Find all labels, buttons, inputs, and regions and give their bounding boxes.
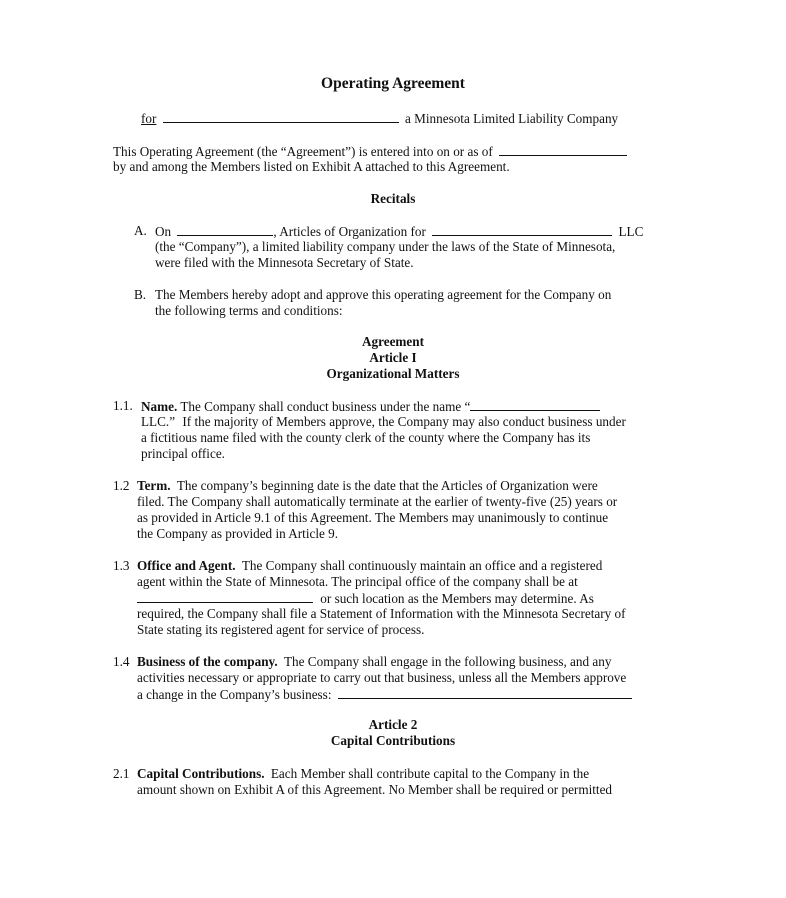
recital-b-line-2: the following terms and conditions: <box>155 303 343 318</box>
section-1-1-text-2: If the majority of Members approve, the Company may also conduct business under <box>182 414 626 429</box>
section-2-1-line-2: amount shown on Exhibit A of this Agreement. No Member shall be required or permitted <box>137 782 613 797</box>
section-1-3-line-3 <box>137 590 594 607</box>
recital-a-articles: , Articles of Organization for <box>273 224 426 239</box>
section-1-4-number: 1.4 <box>113 654 130 669</box>
section-2-1-heading: Capital Contributions. <box>137 766 265 781</box>
section-1-3-text-1: The Company shall continuously maintain an office and a registered <box>241 558 603 573</box>
recital-a-marker: A. <box>134 223 147 238</box>
section-1-4-heading: Business of the company. <box>137 654 278 669</box>
section-1-3-line-4: required, the Company shall file a Statement of Information with the Minnesota Secretary of <box>137 606 626 621</box>
section-1-1-name-blank[interactable] <box>470 398 600 411</box>
article-1-heading: Article I <box>369 350 417 365</box>
section-1-4-line-1 <box>137 654 611 670</box>
section-1-1-text-1: The Company shall conduct business under the name “ <box>180 399 471 414</box>
intro-line-2: by and among the Members listed on Exhibit A attached to this Agreement. <box>113 159 510 174</box>
section-1-1-number: 1.1. <box>113 398 133 413</box>
section-1-2-line-2: filed. The Company shall automatically terminate at the earlier of twenty-five (25) years or <box>137 494 618 509</box>
recital-a-date-blank[interactable] <box>177 223 273 236</box>
article-1-subheading: Organizational Matters <box>326 366 460 381</box>
recitals-heading: Recitals <box>370 191 416 206</box>
section-1-1-line-4: principal office. <box>141 446 225 461</box>
section-1-1-llc: LLC.” <box>141 414 176 429</box>
section-1-1-line-3: a fictitious name filed with the county clerk of the county where the Company has its <box>141 430 591 445</box>
section-1-4-line-3 <box>137 686 632 703</box>
section-1-3-heading: Office and Agent. <box>137 558 236 573</box>
section-1-2-number: 1.2 <box>113 478 130 493</box>
section-1-3-line-2: agent within the State of Minnesota. The principal office of the company shall be at <box>137 574 578 589</box>
recital-b-marker: B. <box>134 287 147 302</box>
section-1-2-heading: Term. <box>137 478 171 493</box>
section-1-1-line-1 <box>141 398 600 415</box>
intro-text-1: This Operating Agreement (the “Agreement”) is entered into on or as of <box>113 144 493 159</box>
section-2-1-line-1 <box>137 766 589 782</box>
recital-a-llc: LLC <box>618 224 644 239</box>
section-2-1-number: 2.1 <box>113 766 130 781</box>
section-2-1-text-1: Each Member shall contribute capital to the Company in the <box>270 766 590 781</box>
article-2-subheading: Capital Contributions <box>330 733 456 748</box>
section-1-1-heading: Name. <box>141 399 178 414</box>
company-name-blank[interactable] <box>163 110 399 123</box>
date-blank[interactable] <box>499 143 627 156</box>
section-1-4-business-blank[interactable] <box>338 686 632 699</box>
for-label: for <box>141 111 157 126</box>
for-suffix: a Minnesota Limited Liability Company <box>404 111 619 126</box>
recital-a-llc-blank[interactable] <box>432 223 612 236</box>
document-title: Operating Agreement <box>321 75 465 92</box>
section-1-1-line-2 <box>141 414 626 430</box>
agreement-heading: Agreement <box>361 334 424 349</box>
section-1-3-office-blank[interactable] <box>137 590 313 603</box>
intro-line-1 <box>113 143 627 160</box>
recital-a-line-3: were filed with the Minnesota Secretary of State. <box>155 255 414 270</box>
section-1-3-text-3: or such location as the Members may determine. As <box>320 591 594 606</box>
for-line <box>141 110 618 127</box>
section-1-4-text-3: a change in the Company’s business: <box>137 687 332 702</box>
recital-a-line-2: (the “Company”), a limited liability company under the laws of the State of Minnesota, <box>155 239 616 254</box>
section-1-4-line-2: activities necessary or appropriate to carry out that business, unless all the Members approve <box>137 670 627 685</box>
section-1-3-line-1 <box>137 558 602 574</box>
recital-b-line-1: The Members hereby adopt and approve this operating agreement for the Company on <box>155 287 612 302</box>
section-1-2-text-1: The company’s beginning date is the date that the Articles of Organization were <box>176 478 598 493</box>
section-1-4-text-1: The Company shall engage in the following business, and any <box>284 654 612 669</box>
article-2-heading: Article 2 <box>368 717 418 732</box>
section-1-2-line-1 <box>137 478 598 494</box>
recital-a-line-1 <box>155 223 643 240</box>
section-1-2-line-4: the Company as provided in Article 9. <box>137 526 339 541</box>
section-1-3-line-5: State stating its registered agent for service of process. <box>137 622 425 637</box>
recital-a-on: On <box>155 224 172 239</box>
section-1-2-line-3: as provided in Article 9.1 of this Agreement. The Members may unanimously to continue <box>137 510 609 525</box>
section-1-3-number: 1.3 <box>113 558 130 573</box>
